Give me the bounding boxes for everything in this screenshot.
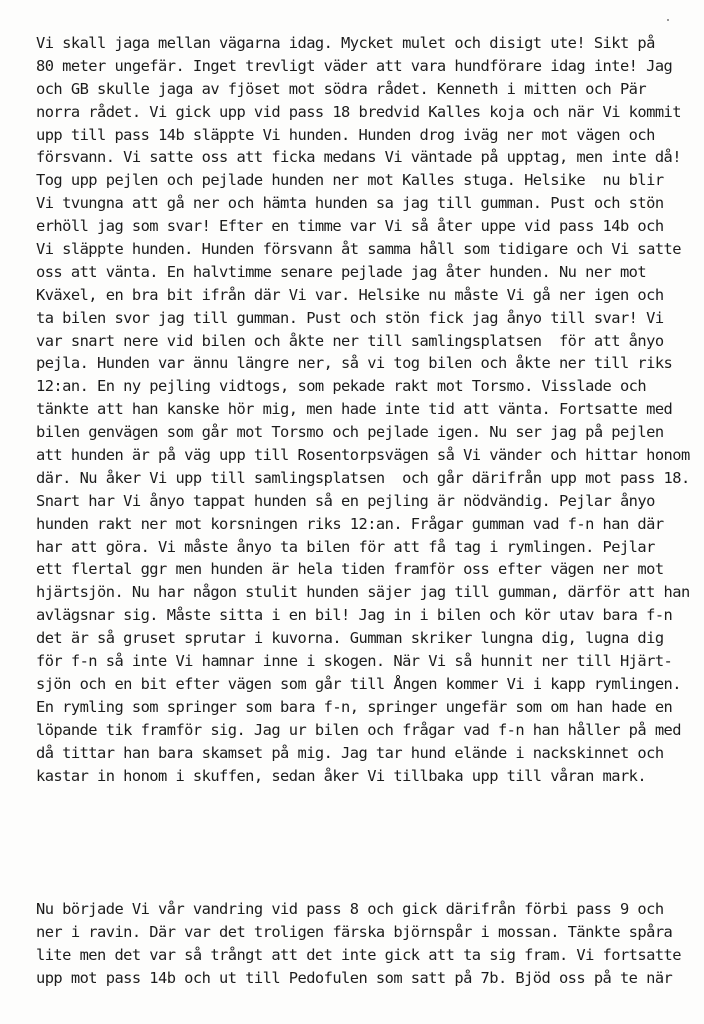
text-line: Tog upp pejlen och pejlade hunden ner mot Kalles stuga. Helsike nu blir bbox=[36, 171, 664, 190]
text-line: En rymling som springer som bara f-n, springer ungefär som om han hade en bbox=[36, 697, 673, 716]
text-line: där. Nu åker Vi upp till samlingsplatsen och går därifrån upp mot pass 18. bbox=[36, 468, 690, 487]
paragraph-1 bbox=[36, 32, 696, 787]
text-line: Nu började Vi vår vandring vid pass 8 och gick därifrån förbi pass 9 och bbox=[36, 900, 664, 918]
text-line: Snart har Vi ånyo tappat hunden så en pejling är nödvändig. Pejlar ånyo bbox=[36, 491, 655, 510]
text-line: att hunden är på väg upp till Rosentorpsvägen så Vi vänder och hittar honom bbox=[36, 446, 690, 465]
text-line: 80 meter ungefär. Inget trevligt väder att vara hundförare idag inte! Jag bbox=[36, 56, 673, 75]
text-line: 12:an. En ny pejling vidtogs, som pekade rakt mot Torsmo. Visslade och bbox=[36, 377, 647, 396]
text-line: Vi släppte hunden. Hunden försvann åt samma håll som tidigare och Vi satte bbox=[36, 240, 681, 259]
text-line: oss att vänta. En halvtimme senare pejlade jag åter hunden. Nu ner mot bbox=[36, 262, 647, 281]
text-line: upp mot pass 14b och ut till Pedofulen som satt på 7b. Bjöd oss på te när bbox=[36, 968, 673, 987]
text-line: Kväxel, en bra bit ifrån där Vi var. Helsike nu måste Vi gå ner igen och bbox=[36, 285, 664, 304]
text-line: pejla. Hunden var ännu längre ner, så vi tog bilen och åkte ner till riks bbox=[36, 354, 673, 373]
text-line: kastar in honom i skuffen, sedan åker Vi tillbaka upp till våran mark. bbox=[36, 766, 647, 785]
text-line: har att göra. Vi måste ånyo ta bilen för att få tag i rymlingen. Pejlar bbox=[36, 537, 655, 556]
text-line: lite men det var så trångt att det inte gick att ta sig fram. Vi fortsatte bbox=[36, 945, 681, 964]
text-line: och GB skulle jaga av fjöset mot södra rådet. Kenneth i mitten och Pär bbox=[36, 79, 647, 98]
text-line: då tittar han bara skamset på mig. Jag tar hund elände i nackskinnet och bbox=[36, 743, 664, 762]
text-line: upp till pass 14b släppte Vi hunden. Hunden drog iväg ner mot vägen och bbox=[36, 125, 655, 144]
text-line: ta bilen svor jag till gumman. Pust och stön fick jag ånyo till svar! Vi bbox=[36, 308, 664, 327]
text-line: norra rådet. Vi gick upp vid pass 18 bredvid Kalles koja och när Vi kommit bbox=[36, 102, 681, 121]
text-line: försvann. Vi satte oss att ficka medans Vi väntade på upptag, men inte då! bbox=[36, 148, 681, 167]
text-line: var snart nere vid bilen och åkte ner till samlingsplatsen för att ånyo bbox=[36, 331, 664, 350]
text-line: sjön och en bit efter vägen som går till Ången kommer Vi i kapp rymlingen. bbox=[36, 674, 681, 693]
text-line: Vi tvungna att gå ner och hämta hunden sa jag till gumman. Pust och stön bbox=[36, 194, 664, 213]
text-line: bilen genvägen som går mot Torsmo och pejlade igen. Nu ser jag på pejlen bbox=[36, 423, 664, 442]
text-line: ner i ravin. Där var det troligen färska björnspår i mossan. Tänkte spåra bbox=[36, 922, 673, 941]
text-line: erhöll jag som svar! Efter en timme var Vi så åter uppe vid pass 14b och bbox=[36, 217, 664, 236]
text-line: hunden rakt ner mot korsningen riks 12:an. Frågar gumman vad f-n han där bbox=[36, 514, 664, 533]
text-line: det är så gruset sprutar i kuvorna. Gumman skriker lungna dig, lugna dig bbox=[36, 629, 664, 648]
paper-speck bbox=[667, 19, 669, 21]
paragraph-2 bbox=[36, 898, 696, 990]
text-line: Vi skall jaga mellan vägarna idag. Mycket mulet och disigt ute! Sikt på bbox=[36, 34, 655, 52]
text-line: tänkte att han kanske hör mig, men hade inte tid att vänta. Fortsatte med bbox=[36, 400, 673, 419]
text-line: ett flertal ggr men hunden är hela tiden framför oss efter vägen ner mot bbox=[36, 560, 664, 579]
text-line: för f-n så inte Vi hamnar inne i skogen. När Vi så hunnit ner till Hjärt- bbox=[36, 652, 673, 671]
text-line: löpande tik framför sig. Jag ur bilen och frågar vad f-n han håller på med bbox=[36, 720, 681, 739]
text-line: avlägsnar sig. Måste sitta i en bil! Jag in i bilen och kör utav bara f-n bbox=[36, 606, 673, 625]
text-line: hjärtsjön. Nu har någon stulit hunden säjer jag till gumman, därför att han bbox=[36, 583, 690, 602]
